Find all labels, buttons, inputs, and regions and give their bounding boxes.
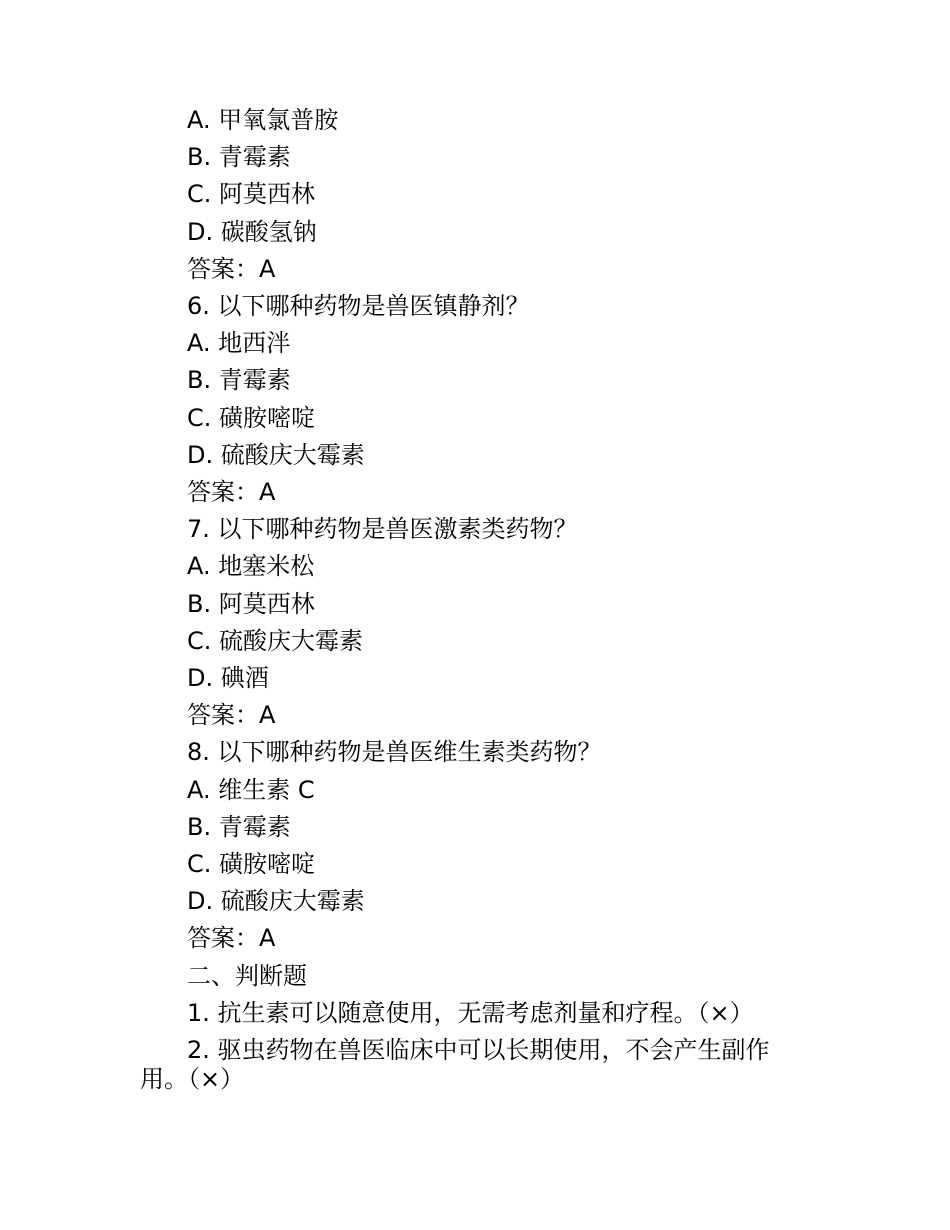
true-false-item-1: 1. 抗生素可以随意使用，无需考虑剂量和疗程。（×）	[187, 998, 754, 1027]
answer: 答案：A	[187, 701, 276, 730]
option-b: B. 青霉素	[187, 812, 291, 841]
option-c: C. 硫酸庆大霉素	[187, 626, 364, 655]
option-c: C. 磺胺嘧啶	[187, 850, 316, 879]
document-body	[140, 102, 800, 1094]
option-b: B. 青霉素	[187, 143, 291, 172]
answer: 答案：A	[187, 924, 276, 953]
option-d: D. 碳酸氢钠	[187, 217, 317, 246]
option-a: A. 甲氧氯普胺	[187, 106, 339, 134]
question-7: 7. 以下哪种药物是兽医激素类药物？	[187, 515, 578, 544]
question-6: 6. 以下哪种药物是兽医镇静剂？	[187, 292, 530, 321]
question-8: 8. 以下哪种药物是兽医维生素类药物？	[187, 738, 602, 767]
option-d: D. 碘酒	[187, 664, 269, 693]
option-c: C. 阿莫西林	[187, 180, 316, 209]
option-b: B. 阿莫西林	[187, 589, 315, 618]
option-d: D. 硫酸庆大霉素	[187, 440, 365, 469]
option-a: A. 地西泮	[187, 329, 291, 358]
option-b: B. 青霉素	[187, 366, 291, 395]
option-c: C. 磺胺嘧啶	[187, 403, 316, 432]
section-heading: 二、判断题	[187, 961, 307, 990]
option-d: D. 硫酸庆大霉素	[187, 887, 365, 916]
answer: 答案：A	[187, 254, 276, 283]
option-a: A. 维生素 C	[187, 775, 315, 804]
option-a: A. 地塞米松	[187, 552, 315, 581]
answer: 答案：A	[187, 478, 276, 507]
true-false-item-2: 2. 驱虫药物在兽医临床中可以长期使用，不会产生副作用。（×）	[140, 1036, 770, 1094]
